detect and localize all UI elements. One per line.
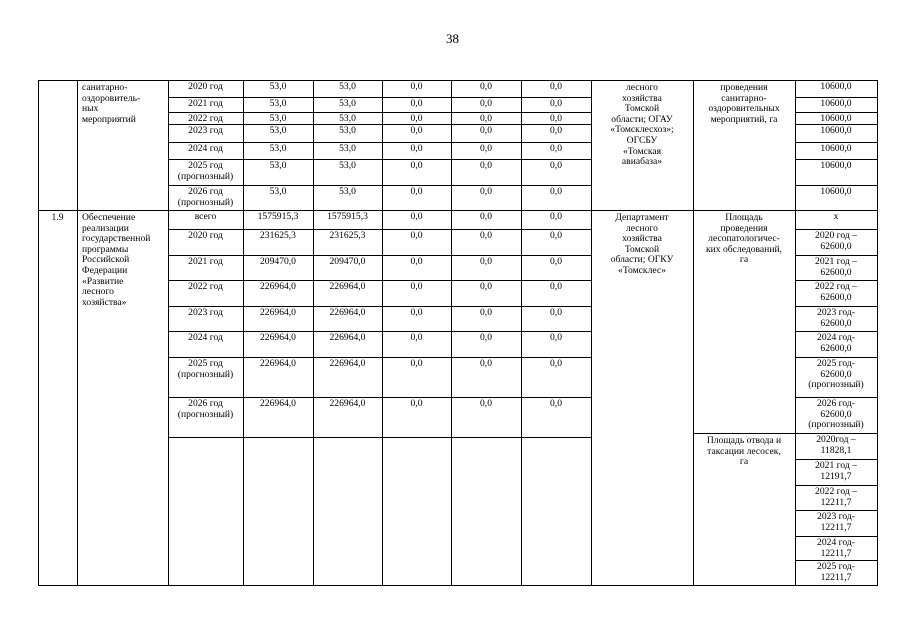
indicator-value: 2025 год- 12211,7 — [817, 561, 855, 583]
budget-value: 0,0 — [480, 230, 492, 241]
budget-value: 0,0 — [550, 398, 562, 409]
budget-value: 0,0 — [410, 98, 423, 109]
budget-value: 0,0 — [480, 332, 492, 343]
indicator-value: 10600,0 — [820, 186, 852, 197]
budget-value: 0,0 — [480, 281, 492, 292]
budget-value: 0,0 — [550, 230, 562, 241]
year-label: 2026 год (прогнозный) — [177, 398, 234, 420]
regional-budget-value: 53,0 — [339, 143, 356, 154]
indicator-value: 2020год – 11828,1 — [816, 434, 856, 456]
budget-value: 0,0 — [480, 98, 492, 109]
regional-budget-value: 53,0 — [339, 113, 356, 124]
budget-value: 0,0 — [410, 281, 423, 292]
budget-value: 0,0 — [410, 256, 423, 267]
executor: лесного хозяйства Томской области; ОГАУ «Томсклесхоз»; ОГСБУ «Томская авиабаза» — [610, 82, 674, 168]
budget-value: 0,0 — [410, 358, 423, 369]
budget-value: 0,0 — [550, 256, 562, 267]
column-rule — [77, 80, 78, 586]
budget-value: 0,0 — [410, 125, 423, 136]
column-rule — [693, 80, 694, 586]
budget-value: 0,0 — [480, 160, 492, 171]
indicator-name: Площадь отвода и таксации лесосек, га — [706, 435, 782, 468]
indicator-value: 10600,0 — [820, 98, 852, 109]
budget-value: 0,0 — [480, 81, 492, 92]
table-rule — [168, 185, 592, 186]
table-rule — [38, 80, 878, 81]
budget-value: 0,0 — [550, 113, 562, 124]
budget-value: 0,0 — [480, 256, 492, 267]
year-label: 2024 год — [188, 332, 223, 343]
table-rule — [168, 159, 592, 160]
column-rule — [38, 80, 39, 586]
budget-value: 0,0 — [410, 332, 423, 343]
total-value: 209470,0 — [260, 256, 296, 267]
budget-value: 0,0 — [410, 230, 423, 241]
total-value: 53,0 — [269, 160, 287, 171]
budget-value: 0,0 — [480, 211, 492, 222]
table-rule — [168, 97, 592, 98]
indicator-name: Площадь проведения лесопатологичес- ких обследований, га — [706, 212, 782, 266]
table-rule — [168, 280, 592, 281]
total-value: 53,0 — [269, 125, 287, 136]
total-value: 226964,0 — [260, 398, 296, 409]
indicator-value: 10600,0 — [820, 113, 852, 124]
table-rule — [168, 357, 592, 358]
total-value: 53,0 — [269, 113, 287, 124]
year-label: 2021 год — [188, 98, 223, 109]
indicator-name: проведения санитарно- оздоровительных мероприятий, га — [708, 82, 780, 125]
budget-value: 0,0 — [480, 113, 492, 124]
indicator-value: 10600,0 — [820, 81, 852, 92]
indicator-value: 2026 год- 62600,0 (прогнозный) — [808, 398, 864, 431]
indicator-value: 2022 год – 62600,0 — [815, 281, 857, 303]
budget-value: 0,0 — [550, 98, 562, 109]
budget-value: 0,0 — [480, 186, 492, 197]
budget-value: 0,0 — [550, 358, 562, 369]
budget-value: 0,0 — [480, 398, 492, 409]
total-value: 226964,0 — [260, 307, 296, 318]
indicator-value: 2023 год- 12211,7 — [817, 511, 855, 533]
page-number: 38 — [446, 31, 459, 46]
year-label: 2020 год — [188, 81, 223, 92]
total-value: 226964,0 — [260, 281, 296, 292]
budget-value: 0,0 — [410, 143, 423, 154]
year-label: 2026 год (прогнозный) — [177, 186, 234, 208]
budget-value: 0,0 — [550, 81, 562, 92]
total-value: 226964,0 — [260, 332, 296, 343]
budget-value: 0,0 — [550, 160, 562, 171]
indicator-value: 2024 год- 12211,7 — [817, 537, 855, 559]
indicator-value: 2022 год – 12211,7 — [815, 486, 857, 508]
regional-budget-value: 226964,0 — [329, 358, 366, 369]
total-value: 231625,3 — [260, 230, 296, 241]
table-rule — [168, 437, 592, 438]
table-rule — [38, 585, 878, 586]
indicator-value: 10600,0 — [820, 160, 852, 171]
total-value: 53,0 — [269, 186, 287, 197]
regional-budget-value: 53,0 — [339, 186, 356, 197]
budget-value: 0,0 — [550, 186, 562, 197]
total-value: 53,0 — [269, 143, 287, 154]
year-label: 2020 год — [188, 230, 223, 241]
indicator-value: 2025 год- 62600,0 (прогнозный) — [808, 358, 864, 391]
budget-value: 0,0 — [410, 211, 423, 222]
indicator-value: 2021 год – 62600,0 — [815, 256, 857, 278]
budget-value: 0,0 — [550, 332, 562, 343]
indicator-value: x — [833, 211, 839, 222]
year-label: 2025 год (прогнозный) — [177, 160, 234, 182]
row-number: 1.9 — [51, 212, 64, 223]
regional-budget-value: 231625,3 — [329, 230, 366, 241]
budget-value: 0,0 — [550, 307, 562, 318]
budget-value: 0,0 — [550, 143, 562, 154]
budget-value: 0,0 — [410, 398, 423, 409]
regional-budget-value: 53,0 — [339, 125, 356, 136]
year-label: 2023 год — [188, 125, 223, 136]
total-value: 53,0 — [269, 98, 287, 109]
regional-budget-value: 226964,0 — [329, 307, 366, 318]
table-rule — [168, 112, 592, 113]
year-label: всего — [194, 211, 217, 222]
measure-name: Обеспечение реализации государственной программы Российской Федерации «Развитие лесного хозяйства» — [82, 212, 151, 308]
year-label: 2024 год — [188, 143, 223, 154]
budget-value: 0,0 — [480, 125, 492, 136]
budget-value: 0,0 — [410, 113, 423, 124]
budget-value: 0,0 — [410, 186, 423, 197]
year-label: 2025 год (прогнозный) — [177, 358, 234, 380]
total-value: 226964,0 — [260, 358, 296, 369]
indicator-value: 10600,0 — [820, 125, 852, 136]
budget-value: 0,0 — [550, 125, 562, 136]
budget-value: 0,0 — [480, 358, 492, 369]
indicator-value: 10600,0 — [820, 143, 852, 154]
regional-budget-value: 226964,0 — [329, 281, 366, 292]
regional-budget-value: 226964,0 — [329, 398, 366, 409]
table-rule — [168, 331, 592, 332]
table-rule — [168, 397, 592, 398]
table-rule — [168, 142, 592, 143]
budget-value: 0,0 — [550, 211, 562, 222]
table-rule — [168, 306, 592, 307]
regional-budget-value: 53,0 — [339, 160, 356, 171]
regional-budget-value: 53,0 — [339, 98, 356, 109]
year-label: 2022 год — [188, 281, 223, 292]
budget-value: 0,0 — [410, 307, 423, 318]
budget-value: 0,0 — [550, 281, 562, 292]
executor: Департамент лесного хозяйства Томской области; ОГКУ «Томсклес» — [610, 212, 674, 276]
year-label: 2023 год — [188, 307, 223, 318]
table-rule — [38, 210, 878, 211]
budget-value: 0,0 — [410, 160, 423, 171]
indicator-value: 2023 год- 62600,0 — [817, 307, 855, 329]
total-value: 53,0 — [269, 81, 287, 92]
total-value: 1575915,3 — [257, 211, 299, 222]
regional-budget-value: 209470,0 — [329, 256, 366, 267]
budget-value: 0,0 — [410, 81, 423, 92]
measure-name: санитарно- оздоровитель- ных мероприятий — [82, 82, 141, 125]
regional-budget-value: 1575915,3 — [327, 211, 368, 222]
year-label: 2021 год — [188, 256, 223, 267]
regional-budget-value: 53,0 — [339, 81, 356, 92]
table-rule — [168, 229, 592, 230]
year-label: 2022 год — [188, 113, 223, 124]
budget-value: 0,0 — [480, 143, 492, 154]
table-rule — [168, 255, 592, 256]
indicator-value: 2021 год – 12191,7 — [815, 460, 857, 482]
indicator-value: 2024 год- 62600,0 — [817, 332, 855, 354]
regional-budget-value: 226964,0 — [329, 332, 366, 343]
indicator-value: 2020 год – 62600,0 — [815, 230, 857, 252]
budget-value: 0,0 — [480, 307, 492, 318]
